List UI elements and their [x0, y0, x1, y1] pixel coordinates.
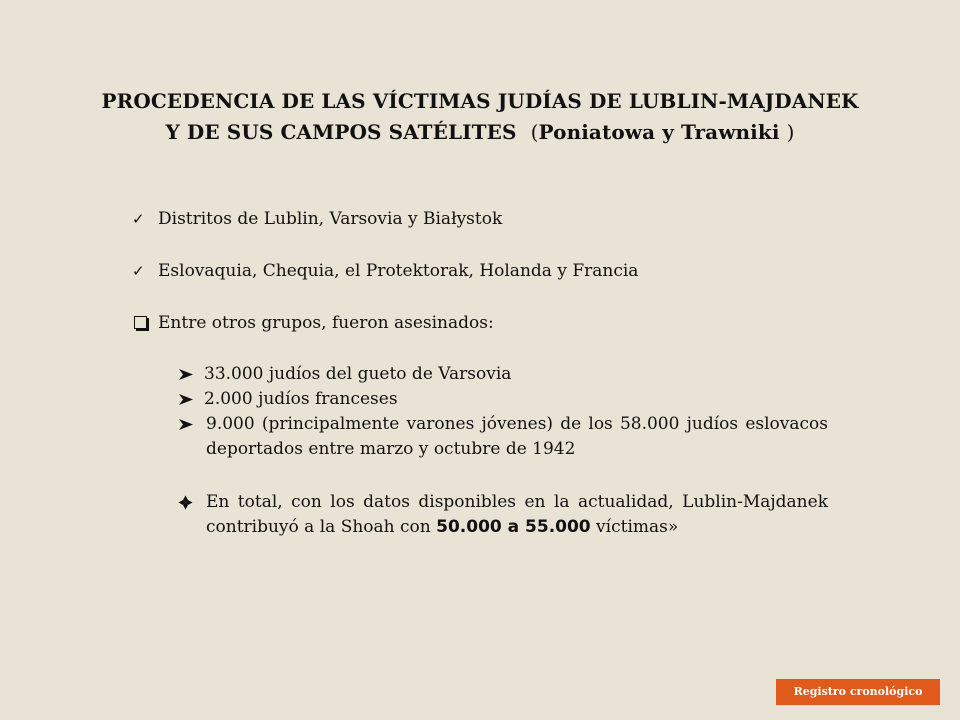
total-text-after: víctimas» — [596, 517, 679, 537]
arrow-bullet-icon — [178, 393, 198, 406]
bullet-text: Eslovaquia, Chequia, el Protektorak, Holanda y Francia — [158, 261, 639, 281]
title-line-1: PROCEDENCIA DE LAS VÍCTIMAS JUDÍAS DE LUBLIN-MAJDANEK — [101, 89, 859, 113]
title-paren-close: ) — [786, 120, 795, 144]
checkmark-icon: ✓ — [132, 262, 145, 280]
title-paren-open: ( — [530, 120, 539, 144]
bullet-text: 9.000 (principalmente varones jóvenes) de los 58.000 judíos eslovacos deportados entre marzo y octubre de 1942 — [206, 414, 828, 459]
bullet-item-total — [178, 490, 828, 540]
diamond-bullet-icon — [178, 495, 198, 510]
bullet-text: 2.000 judíos franceses — [204, 389, 398, 409]
bullet-text: 33.000 judíos del gueto de Varsovia — [204, 364, 512, 384]
total-text-before: En total, con los datos disponibles en la actualidad, Lublin-Majdanek contribuyó a la Shoah con — [206, 492, 828, 537]
registro-cronologico-button[interactable]: Registro cronológico — [776, 679, 940, 705]
title-line-2 — [40, 117, 920, 148]
slide-title — [40, 86, 920, 148]
total-range-bold: 50.000 a 55.000 — [436, 517, 591, 537]
total-text — [206, 490, 828, 540]
arrow-bullet-icon — [178, 418, 198, 431]
bullet-text: Distritos de Lublin, Varsovia y Białystok — [158, 209, 503, 229]
title-line-2-main: Y DE SUS CAMPOS SATÉLITES — [165, 120, 517, 144]
bullet-item-arrow-3 — [178, 412, 828, 462]
title-paren-bold: Poniatowa y Trawniki — [538, 120, 780, 144]
checkmark-icon: ✓ — [132, 210, 145, 228]
arrow-bullet-icon — [178, 368, 198, 381]
bullet-text: Entre otros grupos, fueron asesinados: — [158, 313, 494, 333]
